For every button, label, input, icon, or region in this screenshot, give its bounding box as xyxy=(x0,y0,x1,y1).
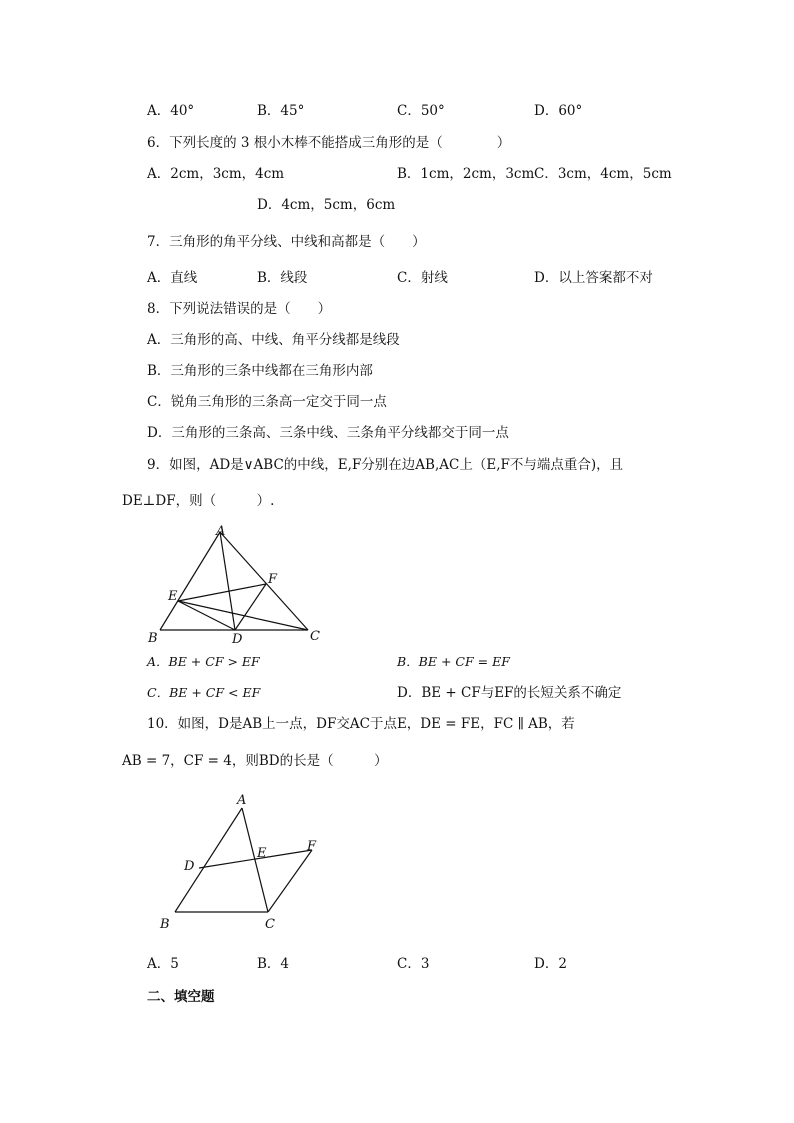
q6-option-d: D．4cm，5cm，6cm xyxy=(257,197,396,213)
q9-option-d: D．BE + CF与EF的长短关系不确定 xyxy=(397,685,622,701)
q9-segment-de xyxy=(178,601,235,630)
q10-stem-line1: 10．如图，D是AB上一点，DF交AC于点E，DE = FE，FC ∥ AB，若 xyxy=(147,716,575,732)
q9-label-c: C xyxy=(310,629,320,644)
q9-segment-ef xyxy=(178,584,266,601)
q5-option-a: A．40° xyxy=(147,103,195,119)
q10-label-f: F xyxy=(307,839,317,854)
q9-segment-df xyxy=(235,584,266,630)
q8-option-d: D．三角形的三条高、三条中线、三条角平分线都交于同一点 xyxy=(147,425,509,441)
q6-option-b: B．1cm，2cm，3cm xyxy=(397,166,535,182)
q8-option-c: C．锐角三角形的三条高一定交于同一点 xyxy=(147,394,387,410)
q5-option-d: D．60° xyxy=(534,103,583,119)
q9-label-a: A xyxy=(216,524,226,539)
q7-option-a: A．直线 xyxy=(147,270,198,286)
q9-label-e: E xyxy=(168,589,178,604)
q10-figure xyxy=(150,790,350,935)
q9-option-a: A．BE + CF > EF xyxy=(147,654,260,669)
q10-segment-cf xyxy=(268,850,312,912)
q9-label-f: F xyxy=(268,572,278,587)
q10-option-a: A．5 xyxy=(147,956,179,972)
q10-option-b: B．4 xyxy=(257,956,290,972)
q10-label-c: C xyxy=(265,917,275,932)
q7-option-b: B．线段 xyxy=(257,270,308,286)
q10-label-b: B xyxy=(160,917,170,932)
q10-stem-line2: AB = 7，CF = 4，则BD的长是（ ） xyxy=(122,753,388,769)
q9-triangle-figure xyxy=(140,522,340,652)
q9-segment-ec xyxy=(178,601,308,630)
q9-option-b: B．BE + CF = EF xyxy=(397,654,510,669)
q9-segment-ab xyxy=(160,532,220,630)
q8-option-b: B．三角形的三条中线都在三角形内部 xyxy=(147,363,373,379)
q10-label-e: E xyxy=(257,846,267,861)
q6-option-a: A．2cm，3cm，4cm xyxy=(147,166,285,182)
q10-segment-df xyxy=(199,850,312,868)
q10-label-a: A xyxy=(237,793,247,808)
q10-option-c: C．3 xyxy=(397,956,430,972)
q10-option-d: D．2 xyxy=(534,956,567,972)
q5-option-b: B．45° xyxy=(257,103,305,119)
q7-stem: 7．三角形的角平分线、中线和高都是（ ） xyxy=(147,234,426,250)
q7-option-d: D．以上答案都不对 xyxy=(534,270,653,286)
q7-option-c: C．射线 xyxy=(397,270,448,286)
q10-label-d: D xyxy=(184,859,195,874)
q9-stem-line1: 9．如图，AD是∨ABC的中线，E,F分别在边AB,AC上（E,F不与端点重合)，且 xyxy=(147,457,624,473)
q8-option-a: A．三角形的高、中线、角平分线都是线段 xyxy=(147,332,400,348)
q6-stem: 6．下列长度的 3 根小木棒不能搭成三角形的是（ ） xyxy=(147,135,511,151)
q9-stem-line2: DE⊥DF，则（ ）. xyxy=(122,493,275,509)
q6-option-c: C．3cm，4cm，5cm xyxy=(534,166,672,182)
q9-option-c: C．BE + CF < EF xyxy=(147,685,261,700)
q5-option-c: C．50° xyxy=(397,103,445,119)
q9-label-d: D xyxy=(232,632,243,647)
q9-label-b: B xyxy=(148,631,158,646)
q8-stem: 8．下列说法错误的是（ ） xyxy=(147,301,332,317)
section-title-fill-in: 二、填空题 xyxy=(147,989,215,1005)
